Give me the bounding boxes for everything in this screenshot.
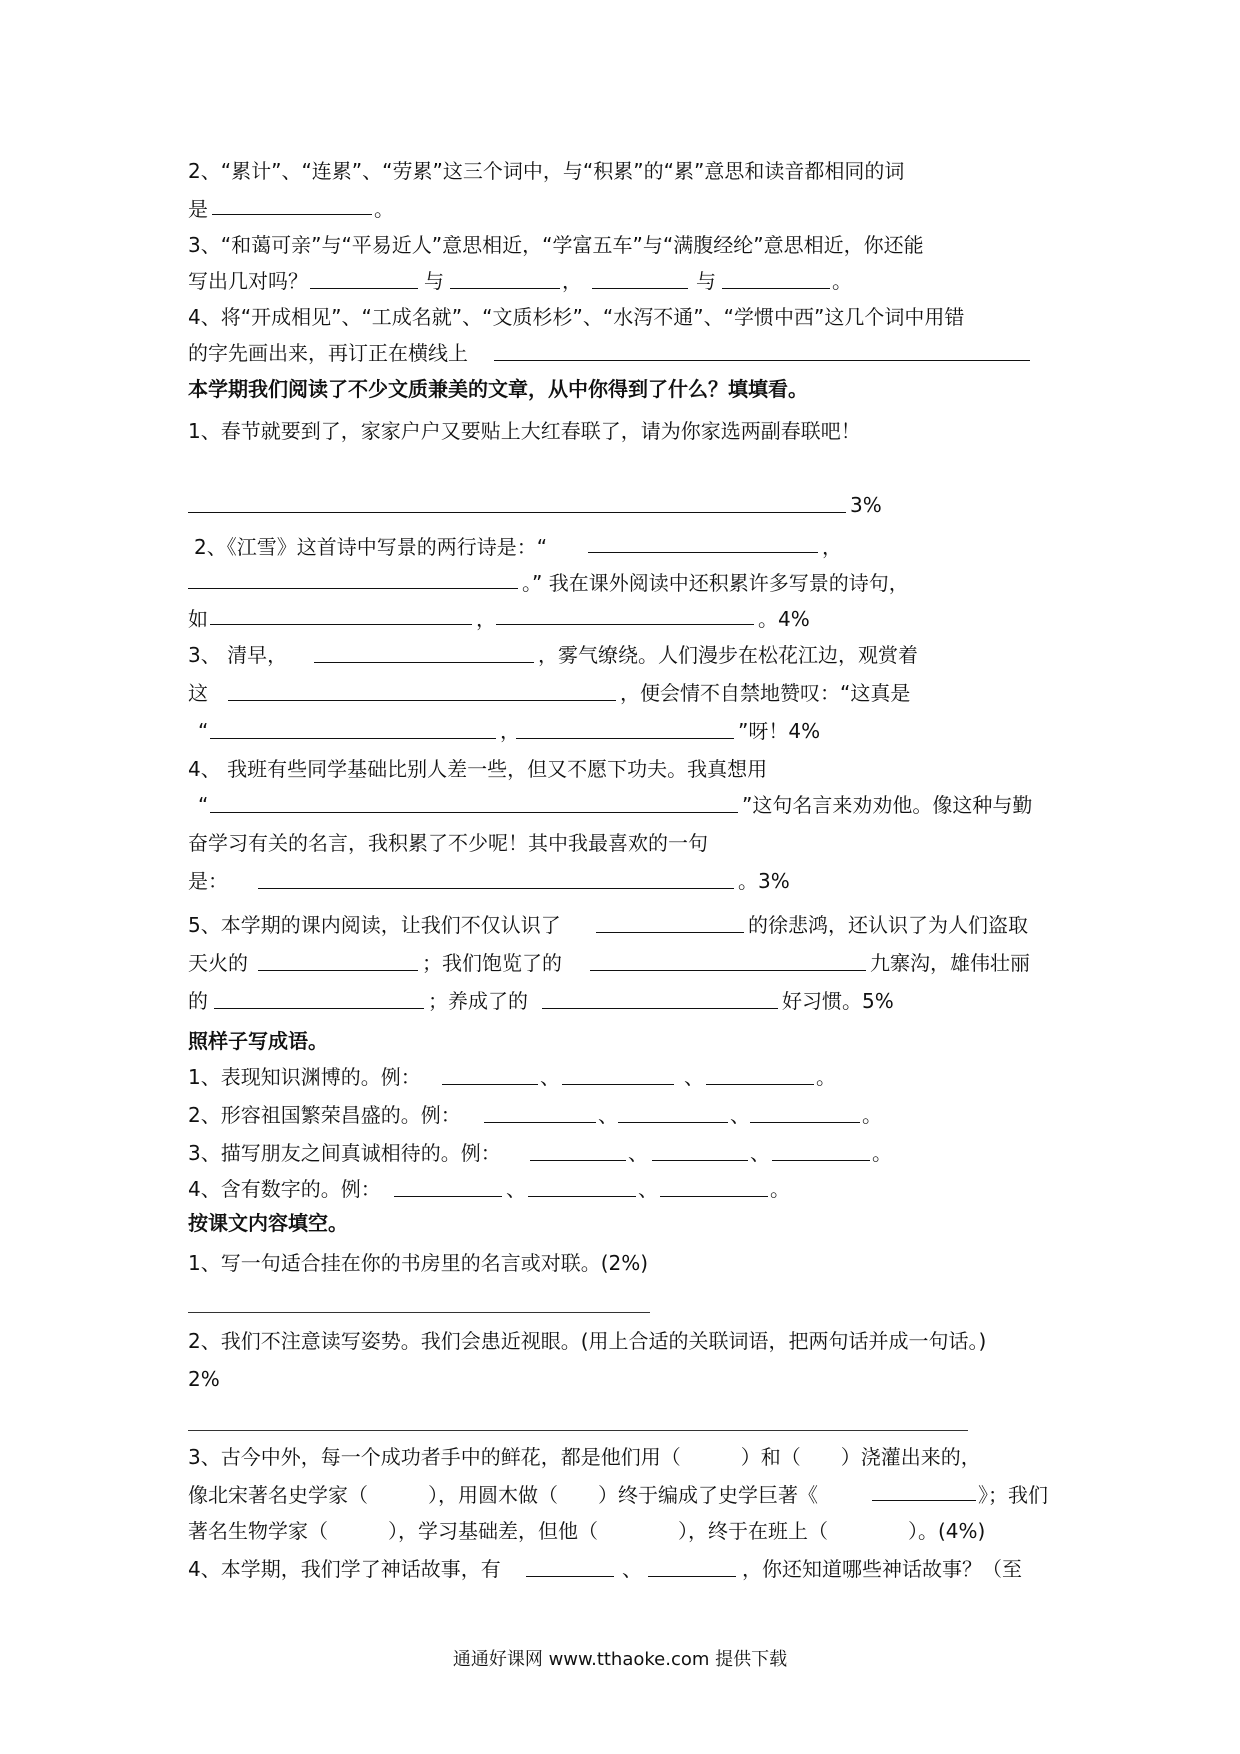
answer-blank[interactable] xyxy=(442,1084,538,1085)
s2-q4-line2: ”这句名言来劝劝他。像这种与勤 xyxy=(742,793,1033,817)
score: 3% xyxy=(850,493,882,517)
answer-blank[interactable] xyxy=(542,1008,778,1009)
q4-line2: 的字先画出来，再订正在横线上 xyxy=(188,341,468,365)
connector: 与 xyxy=(696,269,716,293)
s2-q3-end: ”呀！4% xyxy=(738,719,821,743)
text-q2: 2、我们不注意读写姿势。我们会患近视眼。(用上合适的关联词语，把两句话并成一句话。) xyxy=(188,1329,987,1353)
s2-q3-line1b: ，雾气缭绕。人们漫步在松花江边，观赏着 xyxy=(538,643,918,667)
answer-blank[interactable] xyxy=(596,932,744,933)
answer-blank[interactable] xyxy=(750,1122,860,1123)
section-heading: 按课文内容填空。 xyxy=(188,1211,348,1235)
answer-line[interactable] xyxy=(188,1430,968,1431)
text-q4b: ，你还知道哪些神话故事？（至 xyxy=(742,1557,1022,1581)
q4-line1: 4、将“开成相见”、“工成名就”、“文质杉杉”、“水泻不通”、“学惯中西”这几个词中用错 xyxy=(188,305,965,329)
s2-q4-line3: 奋学习有关的名言，我积累了不少呢！其中我最喜欢的一句 xyxy=(188,831,708,855)
answer-blank[interactable] xyxy=(772,1160,870,1161)
answer-blank[interactable] xyxy=(652,1160,748,1161)
answer-blank[interactable] xyxy=(188,588,518,589)
section-heading: 本学期我们阅读了不少文质兼美的文章，从中你得到了什么？填填看。 xyxy=(188,377,808,401)
comma: ， xyxy=(500,719,520,743)
text-q3-line2: 像北宋著名史学家（ ），用圆木做（ ）终于编成了史学巨著《 xyxy=(188,1483,818,1507)
sep: 、 xyxy=(628,1141,648,1165)
answer-blank[interactable] xyxy=(592,288,688,289)
s2-q5-line2b: ；我们饱览了的 xyxy=(422,951,562,975)
q3-line2: 写出几对吗？ xyxy=(188,269,308,293)
footer-credit: 通通好课网 www.tthaoke.com 提供下载 xyxy=(452,1649,788,1670)
s2-q4-line4: 是： xyxy=(188,869,228,893)
s2-q5-line3c: 好习惯。5% xyxy=(782,989,894,1013)
sep: 、 xyxy=(622,1557,642,1581)
s2-q5-line2c: 九寨沟，雄伟壮丽 xyxy=(870,951,1030,975)
s2-q3-line2b: ，便会情不自禁地赞叹：“这真是 xyxy=(620,681,911,705)
answer-blank[interactable] xyxy=(494,360,1030,361)
answer-blank[interactable] xyxy=(258,970,418,971)
sep: 、 xyxy=(684,1065,704,1089)
answer-blank[interactable] xyxy=(722,288,830,289)
answer-blank[interactable] xyxy=(648,1576,736,1577)
answer-blank[interactable] xyxy=(210,738,496,739)
quote-open: “ xyxy=(198,793,209,817)
answer-blank[interactable] xyxy=(314,662,534,663)
s2-q2-line3: 如 xyxy=(188,607,208,631)
period: 。 xyxy=(832,269,852,293)
idiom-q3: 3、描写朋友之间真诚相待的。例： xyxy=(188,1141,501,1165)
s2-q5-line3: 的 xyxy=(188,989,208,1013)
answer-blank[interactable] xyxy=(526,1576,614,1577)
answer-blank[interactable] xyxy=(660,1196,768,1197)
answer-blank[interactable] xyxy=(188,512,846,513)
sep: 、 xyxy=(730,1103,750,1127)
answer-blank[interactable] xyxy=(618,1122,728,1123)
answer-blank[interactable] xyxy=(212,214,372,215)
s2-q3-line2: 这 xyxy=(188,681,208,705)
score: 。4% xyxy=(758,607,810,631)
answer-blank[interactable] xyxy=(210,812,738,813)
answer-blank[interactable] xyxy=(258,888,734,889)
sep: 、 xyxy=(638,1177,658,1201)
s2-q5-line2: 天火的 xyxy=(188,951,248,975)
q2-line2: 是 xyxy=(188,197,208,221)
section-heading: 照样子写成语。 xyxy=(188,1029,328,1053)
period: 。 xyxy=(374,197,394,221)
s2-q5-line3b: ；养成了的 xyxy=(428,989,528,1013)
text-q1: 1、写一句适合挂在你的书房里的名言或对联。(2%) xyxy=(188,1251,649,1275)
answer-blank[interactable] xyxy=(706,1084,814,1085)
answer-blank[interactable] xyxy=(310,288,418,289)
comma: ， xyxy=(822,535,842,559)
s2-q5-line1b: 的徐悲鸿，还认识了为人们盗取 xyxy=(748,913,1028,937)
sep: 。 xyxy=(862,1103,882,1127)
answer-blank[interactable] xyxy=(484,1122,596,1123)
score: 2% xyxy=(188,1367,220,1391)
answer-blank[interactable] xyxy=(496,624,754,625)
comma: ， xyxy=(562,269,582,293)
idiom-q2: 2、形容祖国繁荣昌盛的。例： xyxy=(188,1103,461,1127)
connector: 与 xyxy=(424,269,444,293)
quote-open: “ xyxy=(198,719,209,743)
sep: 。 xyxy=(872,1141,892,1165)
answer-blank[interactable] xyxy=(872,1500,976,1501)
score: 。3% xyxy=(738,869,790,893)
s2-q3-line1: 3、 清早， xyxy=(188,643,288,667)
answer-blank[interactable] xyxy=(210,624,472,625)
text-q3-line1: 3、古今中外，每一个成功者手中的鲜花，都是他们用（ ）和（ ）浇灌出来的， xyxy=(188,1445,981,1469)
idiom-q4: 4、含有数字的。例： xyxy=(188,1177,381,1201)
idiom-q1: 1、表现知识渊博的。例： xyxy=(188,1065,421,1089)
answer-blank[interactable] xyxy=(530,1160,626,1161)
answer-blank[interactable] xyxy=(228,700,616,701)
q2-line1: 2、“累计”、“连累”、“劳累”这三个词中，与“积累”的“累”意思和读音都相同的词 xyxy=(188,159,905,183)
answer-blank[interactable] xyxy=(214,1008,424,1009)
answer-blank[interactable] xyxy=(394,1196,502,1197)
sep: 、 xyxy=(598,1103,618,1127)
s2-q2-line2: 。” 我在课外阅读中还积累许多写景的诗句， xyxy=(522,571,909,595)
text-q4: 4、本学期，我们学了神话故事，有 xyxy=(188,1557,501,1581)
s2-q4-line1: 4、 我班有些同学基础比别人差一些，但又不愿下功夫。我真想用 xyxy=(188,757,768,781)
s2-q1: 1、春节就要到了，家家户户又要贴上大红春联了，请为你家选两副春联吧！ xyxy=(188,419,861,443)
sep: 。 xyxy=(770,1177,790,1201)
s2-q5-line1: 5、本学期的课内阅读，让我们不仅认识了 xyxy=(188,913,561,937)
answer-blank[interactable] xyxy=(590,970,866,971)
text-q3-line2b: 》；我们 xyxy=(978,1483,1048,1507)
answer-blank[interactable] xyxy=(528,1196,636,1197)
sep: 、 xyxy=(750,1141,770,1165)
sep: 。 xyxy=(816,1065,836,1089)
answer-line[interactable] xyxy=(188,1312,650,1313)
text-q3-line3: 著名生物学家（ ），学习基础差，但他（ ），终于在班上（ ）。(4%) xyxy=(188,1519,986,1543)
answer-blank[interactable] xyxy=(562,1084,674,1085)
answer-blank[interactable] xyxy=(516,738,734,739)
comma: ， xyxy=(476,607,496,631)
q3-line1: 3、“和蔼可亲”与“平易近人”意思相近，“学富五车”与“满腹经纶”意思相近，你还能 xyxy=(188,233,924,257)
answer-blank[interactable] xyxy=(588,552,818,553)
sep: 、 xyxy=(540,1065,560,1089)
answer-blank[interactable] xyxy=(450,288,560,289)
sep: 、 xyxy=(506,1177,526,1201)
s2-q2-line1: 2、《江雪》这首诗中写景的两行诗是：“ xyxy=(194,535,548,559)
